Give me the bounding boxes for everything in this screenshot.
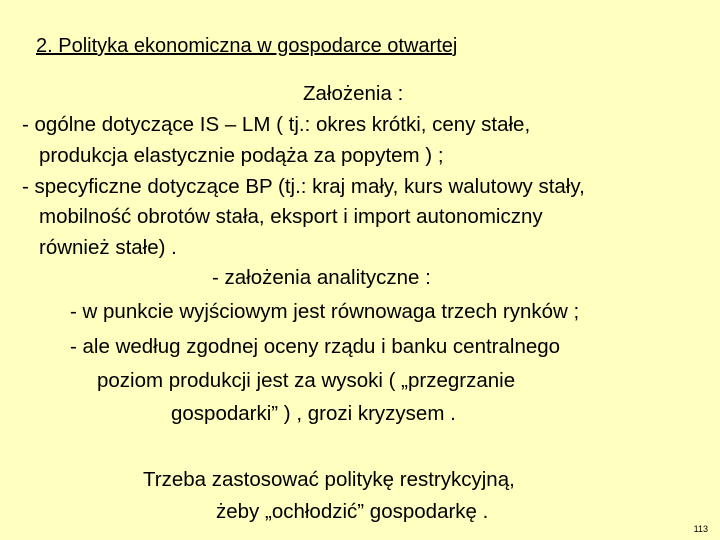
slide-title: 2. Polityka ekonomiczna w gospodarce otwartej [36,35,458,57]
text-line: poziom produkcji jest za wysoki ( „przegrzanie [97,369,516,392]
text-line: - specyficzne dotyczące BP (tj.: kraj mały, kurs walutowy stały, [22,175,585,198]
text-line: również stałe) . [39,236,177,259]
assumptions-heading: Założenia : [303,82,404,105]
text-line: - założenia analityczne : [212,266,431,289]
text-line: - ale według zgodnej oceny rządu i banku centralnego [70,335,561,358]
text-line: - ogólne dotyczące IS – LM ( tj.: okres krótki, ceny stałe, [22,113,531,136]
text-line: - w punkcie wyjściowym jest równowaga trzech rynków ; [70,300,580,323]
text-line: gospodarki” ) , grozi kryzysem . [171,402,456,425]
conclusion-line: Trzeba zastosować politykę restrykcyjną, [143,468,515,491]
page-number: 113 [693,524,708,534]
text-line: mobilność obrotów stała, eksport i import autonomiczny [39,205,543,228]
conclusion-line: żeby „ochłodzić” gospodarkę . [216,500,489,523]
text-line: produkcja elastycznie podąża za popytem ) ; [39,144,444,167]
